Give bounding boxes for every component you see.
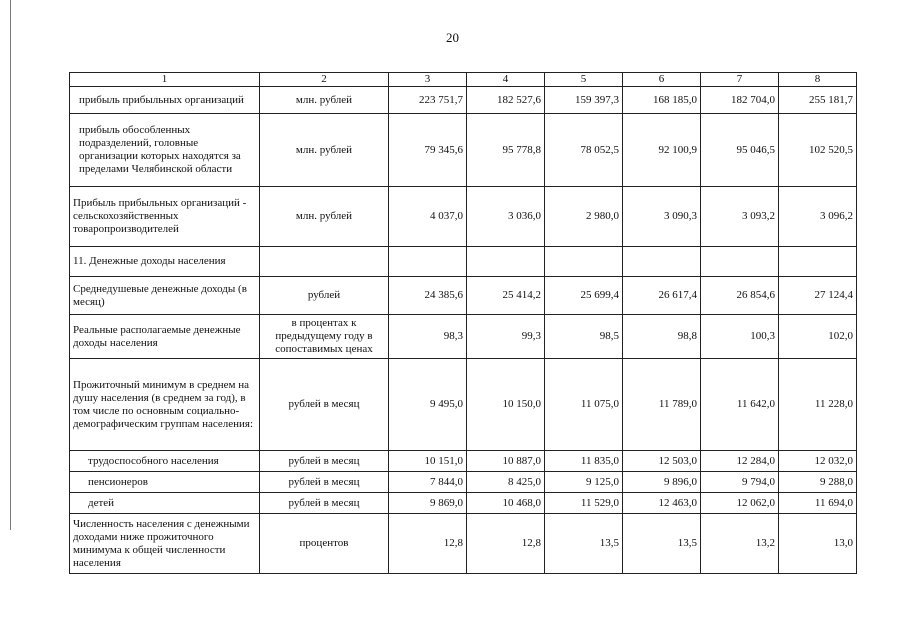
row-label: детей: [70, 493, 260, 514]
page-edge-line: [10, 0, 11, 530]
value-cell: 10 887,0: [467, 451, 545, 472]
value-cell: 26 854,6: [701, 277, 779, 315]
statistics-table: [69, 72, 857, 574]
page-number: 20: [446, 30, 459, 45]
row-unit: рублей в месяц: [260, 359, 389, 451]
row-label: прибыль обособленных подразделений, головные организации которых находятся за пределами Челябинской области: [70, 114, 260, 187]
value-cell: 11 529,0: [545, 493, 623, 514]
column-header: 3: [389, 73, 467, 87]
value-cell: 9 125,0: [545, 472, 623, 493]
table-row: [70, 114, 857, 187]
row-unit: в процентах к предыдущему году в сопоставимых ценах: [260, 315, 389, 359]
row-label: трудоспособного населения: [70, 451, 260, 472]
value-cell: 12 032,0: [779, 451, 857, 472]
table-row: [70, 277, 857, 315]
value-cell: 10 150,0: [467, 359, 545, 451]
value-cell: 12 062,0: [701, 493, 779, 514]
value-cell: 10 468,0: [467, 493, 545, 514]
value-cell: 4 037,0: [389, 187, 467, 247]
value-cell: 25 414,2: [467, 277, 545, 315]
value-cell: 92 100,9: [623, 114, 701, 187]
value-cell: 25 699,4: [545, 277, 623, 315]
row-unit: млн. рублей: [260, 114, 389, 187]
table-row: [70, 87, 857, 114]
table-row: [70, 187, 857, 247]
value-cell: 3 036,0: [467, 187, 545, 247]
table-row: [70, 514, 857, 574]
value-cell: 95 778,8: [467, 114, 545, 187]
value-cell: 223 751,7: [389, 87, 467, 114]
row-label: 11. Денежные доходы населения: [70, 247, 260, 277]
column-header: 4: [467, 73, 545, 87]
value-cell: 9 869,0: [389, 493, 467, 514]
value-cell: 10 151,0: [389, 451, 467, 472]
value-cell: 79 345,6: [389, 114, 467, 187]
column-header: 6: [623, 73, 701, 87]
value-cell: 98,8: [623, 315, 701, 359]
value-cell: 8 425,0: [467, 472, 545, 493]
value-cell: 11 835,0: [545, 451, 623, 472]
column-header: 8: [779, 73, 857, 87]
table-row: [70, 315, 857, 359]
value-cell: 182 704,0: [701, 87, 779, 114]
row-label: Прожиточный минимум в среднем на душу населения (в среднем за год), в том числе по основным социально-демографическим группам населения:: [70, 359, 260, 451]
column-header: 2: [260, 73, 389, 87]
value-cell: 13,2: [701, 514, 779, 574]
value-cell: 11 642,0: [701, 359, 779, 451]
value-cell: 182 527,6: [467, 87, 545, 114]
row-unit: млн. рублей: [260, 87, 389, 114]
column-header: 7: [701, 73, 779, 87]
value-cell: [701, 247, 779, 277]
header-row: [70, 73, 857, 87]
row-label: Прибыль прибыльных организаций - сельскохозяйственных товаропроизводителей: [70, 187, 260, 247]
value-cell: [623, 247, 701, 277]
row-label: прибыль прибыльных организаций: [70, 87, 260, 114]
value-cell: 9 794,0: [701, 472, 779, 493]
row-label: Численность населения с денежными доходами ниже прожиточного минимума к общей численности населения: [70, 514, 260, 574]
value-cell: 3 093,2: [701, 187, 779, 247]
row-unit: рублей в месяц: [260, 472, 389, 493]
row-unit: [260, 247, 389, 277]
column-header: 1: [70, 73, 260, 87]
value-cell: 2 980,0: [545, 187, 623, 247]
value-cell: 9 896,0: [623, 472, 701, 493]
value-cell: 11 228,0: [779, 359, 857, 451]
table-row: [70, 472, 857, 493]
table-row: [70, 493, 857, 514]
row-unit: процентов: [260, 514, 389, 574]
value-cell: 168 185,0: [623, 87, 701, 114]
value-cell: 9 495,0: [389, 359, 467, 451]
value-cell: 12 463,0: [623, 493, 701, 514]
value-cell: 78 052,5: [545, 114, 623, 187]
value-cell: 3 090,3: [623, 187, 701, 247]
value-cell: 159 397,3: [545, 87, 623, 114]
value-cell: 24 385,6: [389, 277, 467, 315]
value-cell: 3 096,2: [779, 187, 857, 247]
value-cell: 11 075,0: [545, 359, 623, 451]
value-cell: 13,5: [545, 514, 623, 574]
value-cell: 13,5: [623, 514, 701, 574]
row-unit: млн. рублей: [260, 187, 389, 247]
value-cell: 255 181,7: [779, 87, 857, 114]
value-cell: 7 844,0: [389, 472, 467, 493]
value-cell: 12,8: [467, 514, 545, 574]
column-header: 5: [545, 73, 623, 87]
value-cell: 100,3: [701, 315, 779, 359]
row-label: пенсионеров: [70, 472, 260, 493]
value-cell: 11 789,0: [623, 359, 701, 451]
value-cell: [545, 247, 623, 277]
value-cell: 12,8: [389, 514, 467, 574]
row-label: Среднедушевые денежные доходы (в месяц): [70, 277, 260, 315]
value-cell: [389, 247, 467, 277]
table-row: [70, 247, 857, 277]
row-unit: рублей в месяц: [260, 451, 389, 472]
value-cell: 98,5: [545, 315, 623, 359]
table-row: [70, 359, 857, 451]
value-cell: 12 503,0: [623, 451, 701, 472]
value-cell: 102,0: [779, 315, 857, 359]
row-label: Реальные располагаемые денежные доходы населения: [70, 315, 260, 359]
table-row: [70, 451, 857, 472]
value-cell: 98,3: [389, 315, 467, 359]
value-cell: 11 694,0: [779, 493, 857, 514]
value-cell: 95 046,5: [701, 114, 779, 187]
value-cell: 99,3: [467, 315, 545, 359]
value-cell: 9 288,0: [779, 472, 857, 493]
value-cell: [467, 247, 545, 277]
value-cell: 26 617,4: [623, 277, 701, 315]
value-cell: 12 284,0: [701, 451, 779, 472]
row-unit: рублей: [260, 277, 389, 315]
value-cell: 102 520,5: [779, 114, 857, 187]
row-unit: рублей в месяц: [260, 493, 389, 514]
value-cell: [779, 247, 857, 277]
value-cell: 13,0: [779, 514, 857, 574]
value-cell: 27 124,4: [779, 277, 857, 315]
